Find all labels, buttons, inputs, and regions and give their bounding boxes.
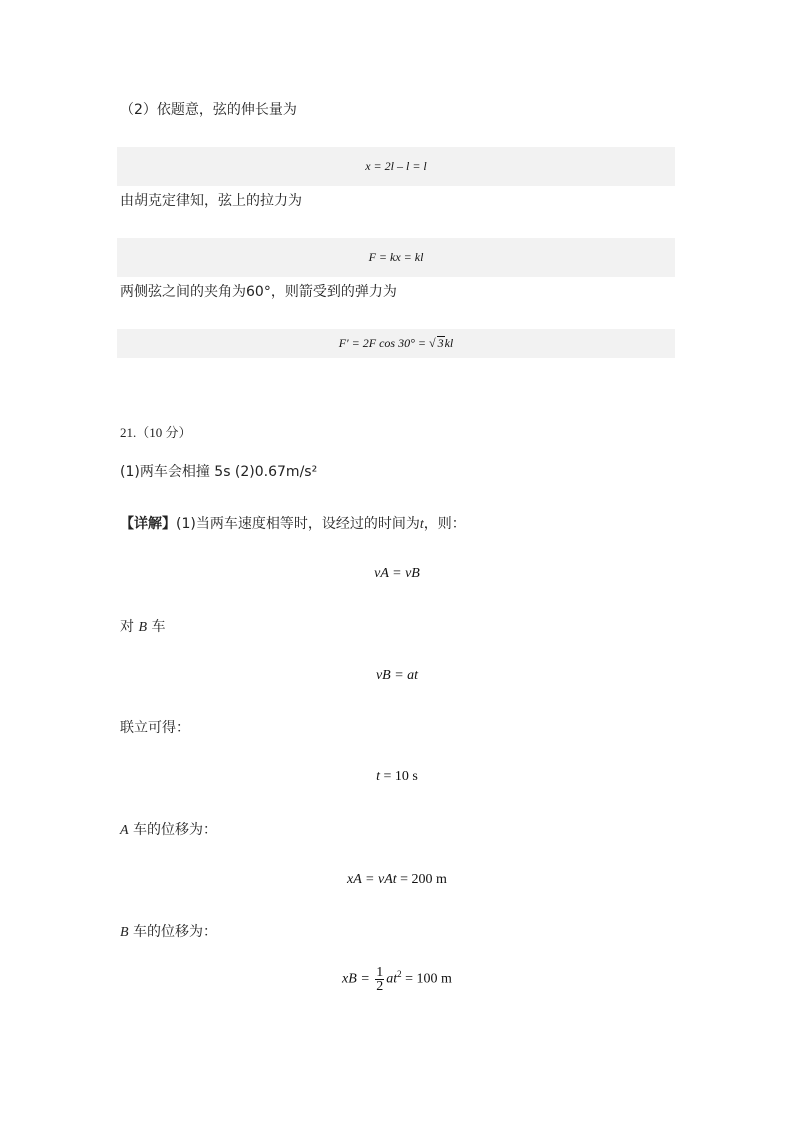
equation-displacement-b: xB = $\frac{1}{2}$ $at^2 = 100$ m — [342, 965, 452, 994]
fraction-one-half: $\frac{1}{2}$ — [376, 965, 384, 994]
displacement-b-text: B 车的位移为： — [120, 924, 218, 940]
equation-elastic-force: F′ = 2F cos 30° = √ 3kl — [338, 336, 454, 350]
equation-box-elastic-force — [117, 329, 675, 358]
equation-velocity-equal: vA = vB — [374, 566, 420, 581]
angle-text: 两侧弦之间的夹角为60°，则箭受到的弹力为 — [120, 284, 397, 300]
detail-tag: 【详解】 — [120, 516, 176, 532]
equation-velocity-b: vB = at — [375, 668, 419, 683]
q21-detail: 【详解】(1)当两车速度相等时，设经过的时间为t，则： — [120, 516, 466, 532]
part2-intro: （2）依题意，弦的伸长量为 — [120, 102, 297, 118]
displacement-a-text: A 车的位移为： — [120, 822, 218, 838]
for-car-b-text: 对 B 车 — [120, 619, 166, 635]
equation-displacement-a: xA = vAt = 200 m — [347, 872, 447, 887]
equation-extension: x = 2l – l = l — [365, 159, 427, 173]
combine-text: 联立可得： — [120, 720, 190, 736]
equation-tension: F = kx = kl — [368, 250, 424, 264]
equation-box-tension — [117, 238, 675, 277]
q21-heading: 21.（10 分） — [120, 425, 192, 440]
equation-time: t = 10 s — [376, 769, 418, 784]
hooke-law-text: 由胡克定律知，弦上的拉力为 — [120, 193, 302, 209]
q21-answer: (1)两车会相撞 5s (2)0.67m/s² — [120, 464, 318, 480]
equation-box-extension — [117, 147, 675, 186]
